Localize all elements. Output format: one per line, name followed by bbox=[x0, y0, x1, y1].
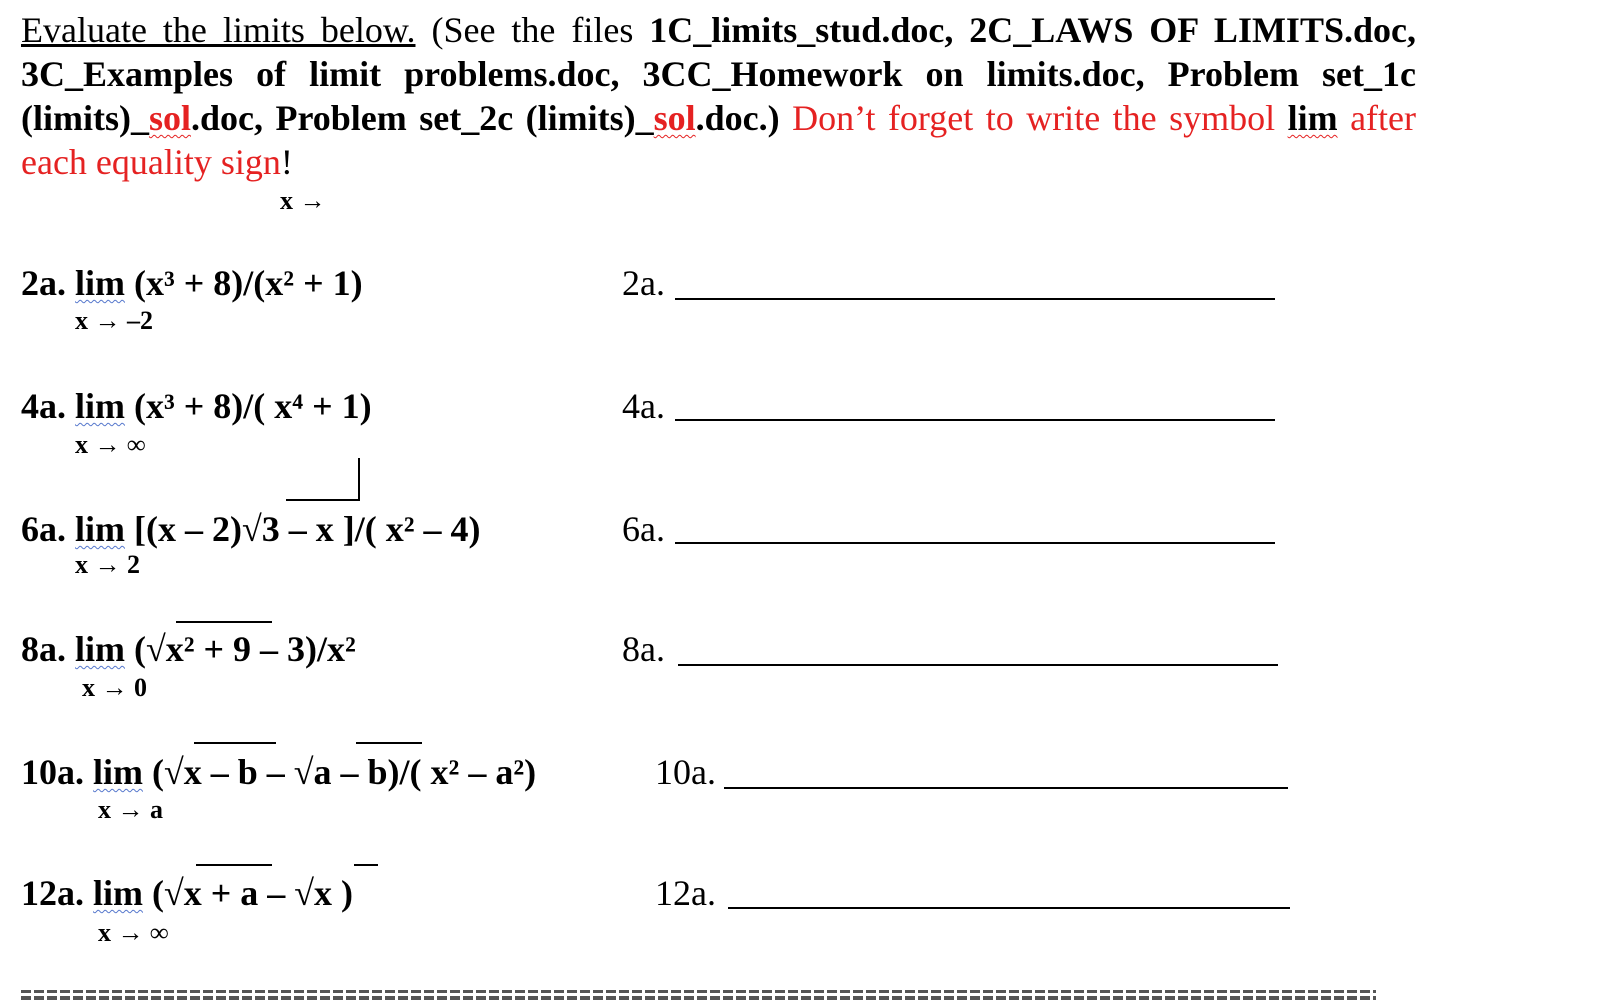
lim-symbol: lim bbox=[75, 629, 125, 669]
lim-symbol: lim bbox=[75, 386, 125, 426]
instructions-see: (See the files bbox=[415, 10, 650, 50]
problem-2a bbox=[21, 262, 363, 304]
answer-line-6a[interactable] bbox=[675, 542, 1275, 544]
answer-label-6a: 6a. bbox=[622, 509, 665, 549]
problem-expression: [(x – 2)√3 – x ]/( x² – 4) bbox=[125, 509, 481, 549]
radical-overline-12a-1 bbox=[196, 864, 272, 866]
problem-label: 6a. bbox=[21, 509, 66, 549]
problem-label: 2a. bbox=[21, 263, 66, 303]
problem-8a-subscript: x → 0 bbox=[82, 673, 147, 702]
radical-overline-6a bbox=[286, 499, 360, 501]
problem-6a-subscript: x → 2 bbox=[75, 550, 140, 579]
problem-10a-subscript: x → a bbox=[98, 795, 163, 824]
radical-vertical-bar bbox=[358, 458, 360, 500]
radical-overline-10a-1 bbox=[194, 742, 276, 744]
lim-symbol: lim bbox=[93, 752, 143, 792]
answer-label-8a: 8a. bbox=[622, 629, 665, 669]
problem-4a bbox=[21, 385, 372, 427]
reminder-lim-symbol: lim bbox=[1287, 98, 1338, 138]
answer-line-4a[interactable] bbox=[675, 419, 1275, 421]
problem-label: 4a. bbox=[21, 386, 66, 426]
answer-line-12a[interactable] bbox=[728, 907, 1290, 909]
answer-line-10a[interactable] bbox=[724, 787, 1288, 789]
problem-expression: (√x² + 9 – 3)/x² bbox=[125, 629, 356, 669]
problem-6a bbox=[21, 508, 480, 550]
file-sol-1: sol bbox=[148, 98, 191, 138]
problem-12a-subscript: x → ∞ bbox=[98, 918, 169, 947]
instructions-lead: Evaluate the limits below. bbox=[21, 10, 416, 50]
bottom-separator-gap bbox=[21, 993, 1376, 996]
answer-label-12a: 12a. bbox=[655, 873, 716, 913]
lim-symbol: lim bbox=[93, 873, 143, 913]
radical-overline-10a-2 bbox=[356, 742, 422, 744]
answer-line-8a[interactable] bbox=[678, 664, 1278, 666]
problem-4a-subscript: x → ∞ bbox=[75, 430, 146, 459]
reminder-text: Don’t forget to write the symbol bbox=[779, 98, 1288, 138]
reminder-bang: ! bbox=[280, 142, 293, 182]
problem-label: 12a. bbox=[21, 873, 84, 913]
file-list-part-3: .doc.) bbox=[695, 98, 780, 138]
problem-expression: (√x – b – √a – b)/( x² – a²) bbox=[143, 752, 537, 792]
problem-2a-subscript: x → –2 bbox=[75, 306, 153, 335]
problem-8a bbox=[21, 628, 356, 670]
problem-expression: (√x + a – √x ) bbox=[143, 873, 354, 913]
answer-line-2a[interactable] bbox=[675, 298, 1275, 300]
instructions-paragraph bbox=[21, 8, 1416, 184]
problem-label: 8a. bbox=[21, 629, 66, 669]
answer-label-4a: 4a. bbox=[622, 386, 665, 426]
reminder-text-2: after each equality sign bbox=[21, 98, 1417, 182]
problem-label: 10a. bbox=[21, 752, 84, 792]
radical-overline-12a-2 bbox=[354, 864, 378, 866]
lim-symbol: lim bbox=[75, 509, 125, 549]
answer-label-10a: 10a. bbox=[655, 752, 716, 792]
problem-expression: (x³ + 8)/( x⁴ + 1) bbox=[125, 386, 372, 426]
answer-label-2a: 2a. bbox=[622, 263, 665, 303]
file-list-part-2: .doc, Problem set_2c (limits)_ bbox=[190, 98, 654, 138]
reminder-lim-subscript: x → bbox=[280, 186, 326, 215]
lim-symbol: lim bbox=[75, 263, 125, 303]
file-sol-2: sol bbox=[653, 98, 696, 138]
file-list-part-1: 1C_limits_stud.doc, 2C_LAWS OF LIMITS.doc, 3C_Examples of limit problems.doc, 3CC_Homework on limits.doc, Problem set_1c (limits)_ bbox=[21, 10, 1416, 138]
problem-12a bbox=[21, 872, 353, 914]
radical-overline-8a bbox=[176, 621, 272, 623]
problem-10a bbox=[21, 751, 536, 793]
problem-expression: (x³ + 8)/(x² + 1) bbox=[125, 263, 363, 303]
